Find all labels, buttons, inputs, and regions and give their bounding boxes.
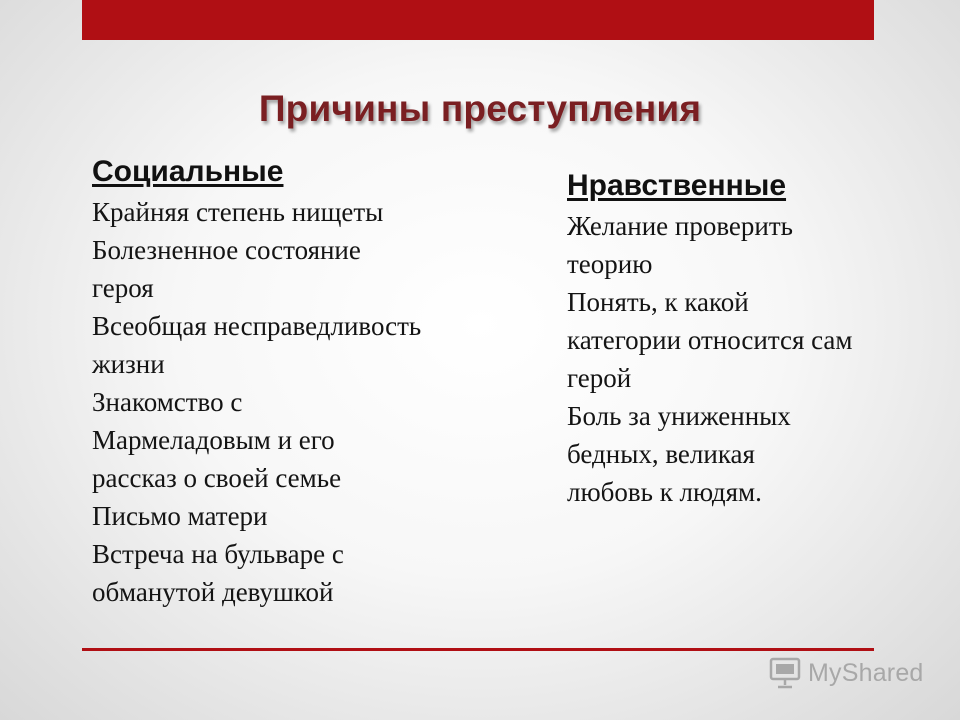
projector-screen-icon [768, 656, 802, 690]
moral-causes-column [567, 168, 897, 511]
moral-cause-item: Понять, к какой категории относится сам герой [567, 287, 853, 393]
slide-title: Причины преступления [258, 88, 702, 129]
social-cause-item: Болезненное состояние героя [92, 235, 361, 303]
moral-causes-heading: Нравственные [567, 169, 787, 202]
social-cause-item: Всеобщая несправедливость жизни [92, 311, 422, 379]
social-causes-heading: Социальные [92, 155, 284, 188]
social-cause-item: Встреча на бульваре с обманутой девушкой [92, 539, 344, 607]
social-causes-column [92, 154, 472, 611]
watermark-text: MyShared [808, 658, 924, 687]
social-cause-item: Знакомство с Мармеладовым и его рассказ о своей семье [92, 387, 342, 493]
moral-cause-item: Желание проверить теорию [567, 211, 793, 279]
bottom-divider [82, 648, 874, 651]
social-cause-item: Письмо матери [92, 501, 268, 531]
myshared-watermark [768, 656, 924, 690]
social-cause-item: Крайняя степень нищеты [92, 197, 384, 227]
top-accent-bar [82, 0, 874, 40]
moral-cause-item: Боль за униженных бедных, великая любовь к людям. [567, 401, 791, 507]
